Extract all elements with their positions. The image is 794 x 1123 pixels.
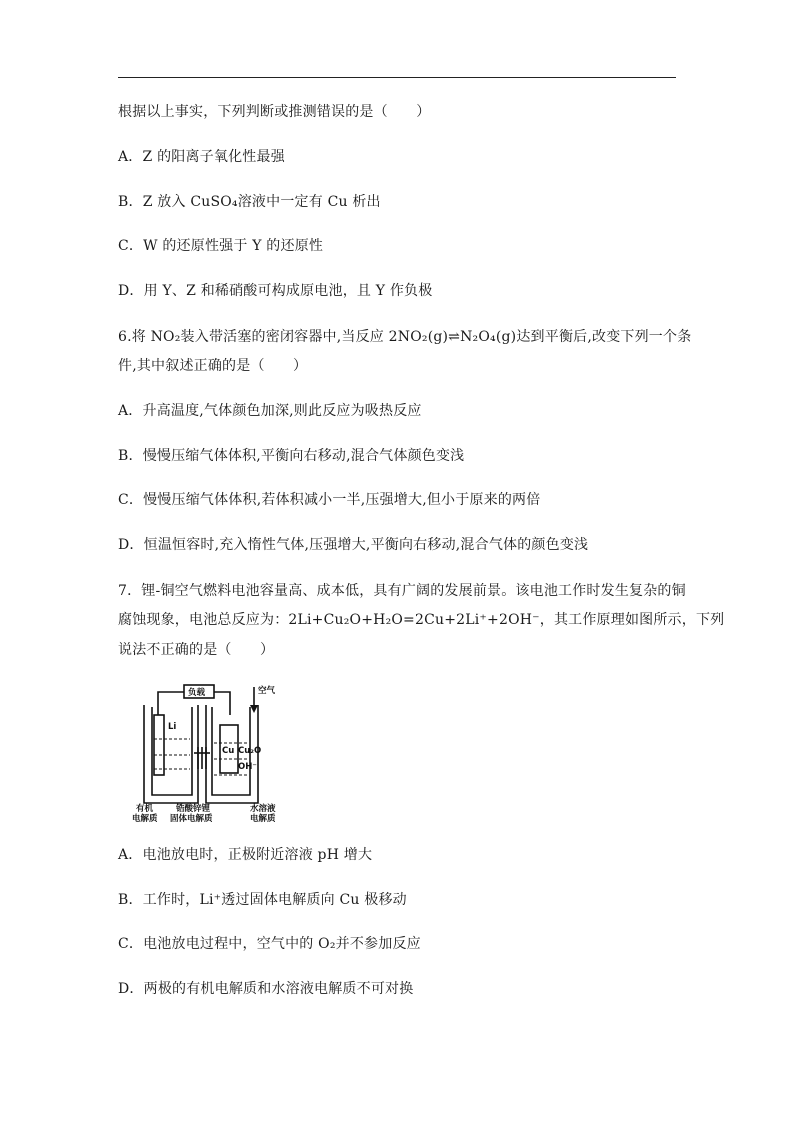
header-rule [118, 77, 676, 78]
q5-option-a: A．Z 的阳离子氧化性最强 [118, 149, 285, 165]
li-label: Li [168, 722, 177, 732]
q6-option-d: D．恒温恒容时,充入惰性气体,压强增大,平衡向右移动,混合气体的颜色变浅 [118, 537, 589, 553]
q5-option-b: B．Z 放入 CuSO₄溶液中一定有 Cu 析出 [118, 194, 381, 210]
organic-label-2: 电解质 [132, 814, 158, 823]
solid-label-1: 锆酸锌锂 [176, 804, 211, 814]
q5-option-d: D．用 Y、Z 和稀硝酸可构成原电池，且 Y 作负极 [118, 283, 433, 299]
q7-option-b: B．工作时，Li⁺透过固体电解质向 Cu 极移动 [118, 892, 407, 908]
q6-option-c: C．慢慢压缩气体体积,若体积减小一半,压强增大,但小于原来的两倍 [118, 492, 541, 508]
q7-stem-line2: 腐蚀现象，电池总反应为：2Li+Cu₂O+H₂O=2Cu+2Li⁺+2OH⁻，其工作原理如图所示，下列 [118, 612, 725, 628]
organic-label-1: 有机 [136, 804, 154, 814]
q6-stem-line2: 件,其中叙述正确的是（ ） [118, 358, 308, 374]
left-cell-inner [152, 707, 192, 795]
q7-option-d: D．两极的有机电解质和水溶液电解质不可对换 [118, 981, 414, 997]
q7-stem-line3: 说法不正确的是（ ） [118, 642, 275, 658]
q7-stem-line1: 7．锂-铜空气燃料电池容量高、成本低，具有广阔的发展前景。该电池工作时发生复杂的铜 [118, 583, 686, 599]
wire-left [158, 692, 184, 715]
air-label: 空气 [258, 686, 276, 696]
q7-option-a: A．电池放电时，正极附近溶液 pH 增大 [118, 847, 373, 863]
q6-stem-line1: 6.将 NO₂装入带活塞的密闭容器中,当反应 2NO₂(g)⇌N₂O₄(g)达到平衡后,改变下列一个条 [118, 329, 692, 345]
cu-label: Cu [222, 746, 235, 756]
cu2o-label: Cu₂O [238, 746, 262, 756]
wire-right [214, 692, 230, 715]
q7-option-c: C．电池放电过程中，空气中的 O₂并不参加反应 [118, 936, 421, 952]
q6-option-b: B．慢慢压缩气体体积,平衡向右移动,混合气体颜色变浅 [118, 448, 465, 464]
battery-diagram [132, 683, 302, 823]
q6-option-a: A．升高温度,气体颜色加深,则此反应为吸热反应 [118, 403, 422, 419]
aqueous-label-1: 水溶液 [250, 804, 276, 814]
aqueous-label-2: 电解质 [250, 814, 276, 823]
solid-label-2: 固体电解质 [170, 814, 213, 823]
li-electrode [154, 715, 164, 775]
q5-option-c: C．W 的还原性强于 Y 的还原性 [118, 238, 324, 254]
load-label: 负载 [188, 688, 206, 698]
oh-label: OH⁻ [238, 762, 257, 772]
air-arrow-head [250, 705, 258, 713]
q5-stem: 根据以上事实，下列判断或推测错误的是（ ） [118, 104, 431, 120]
